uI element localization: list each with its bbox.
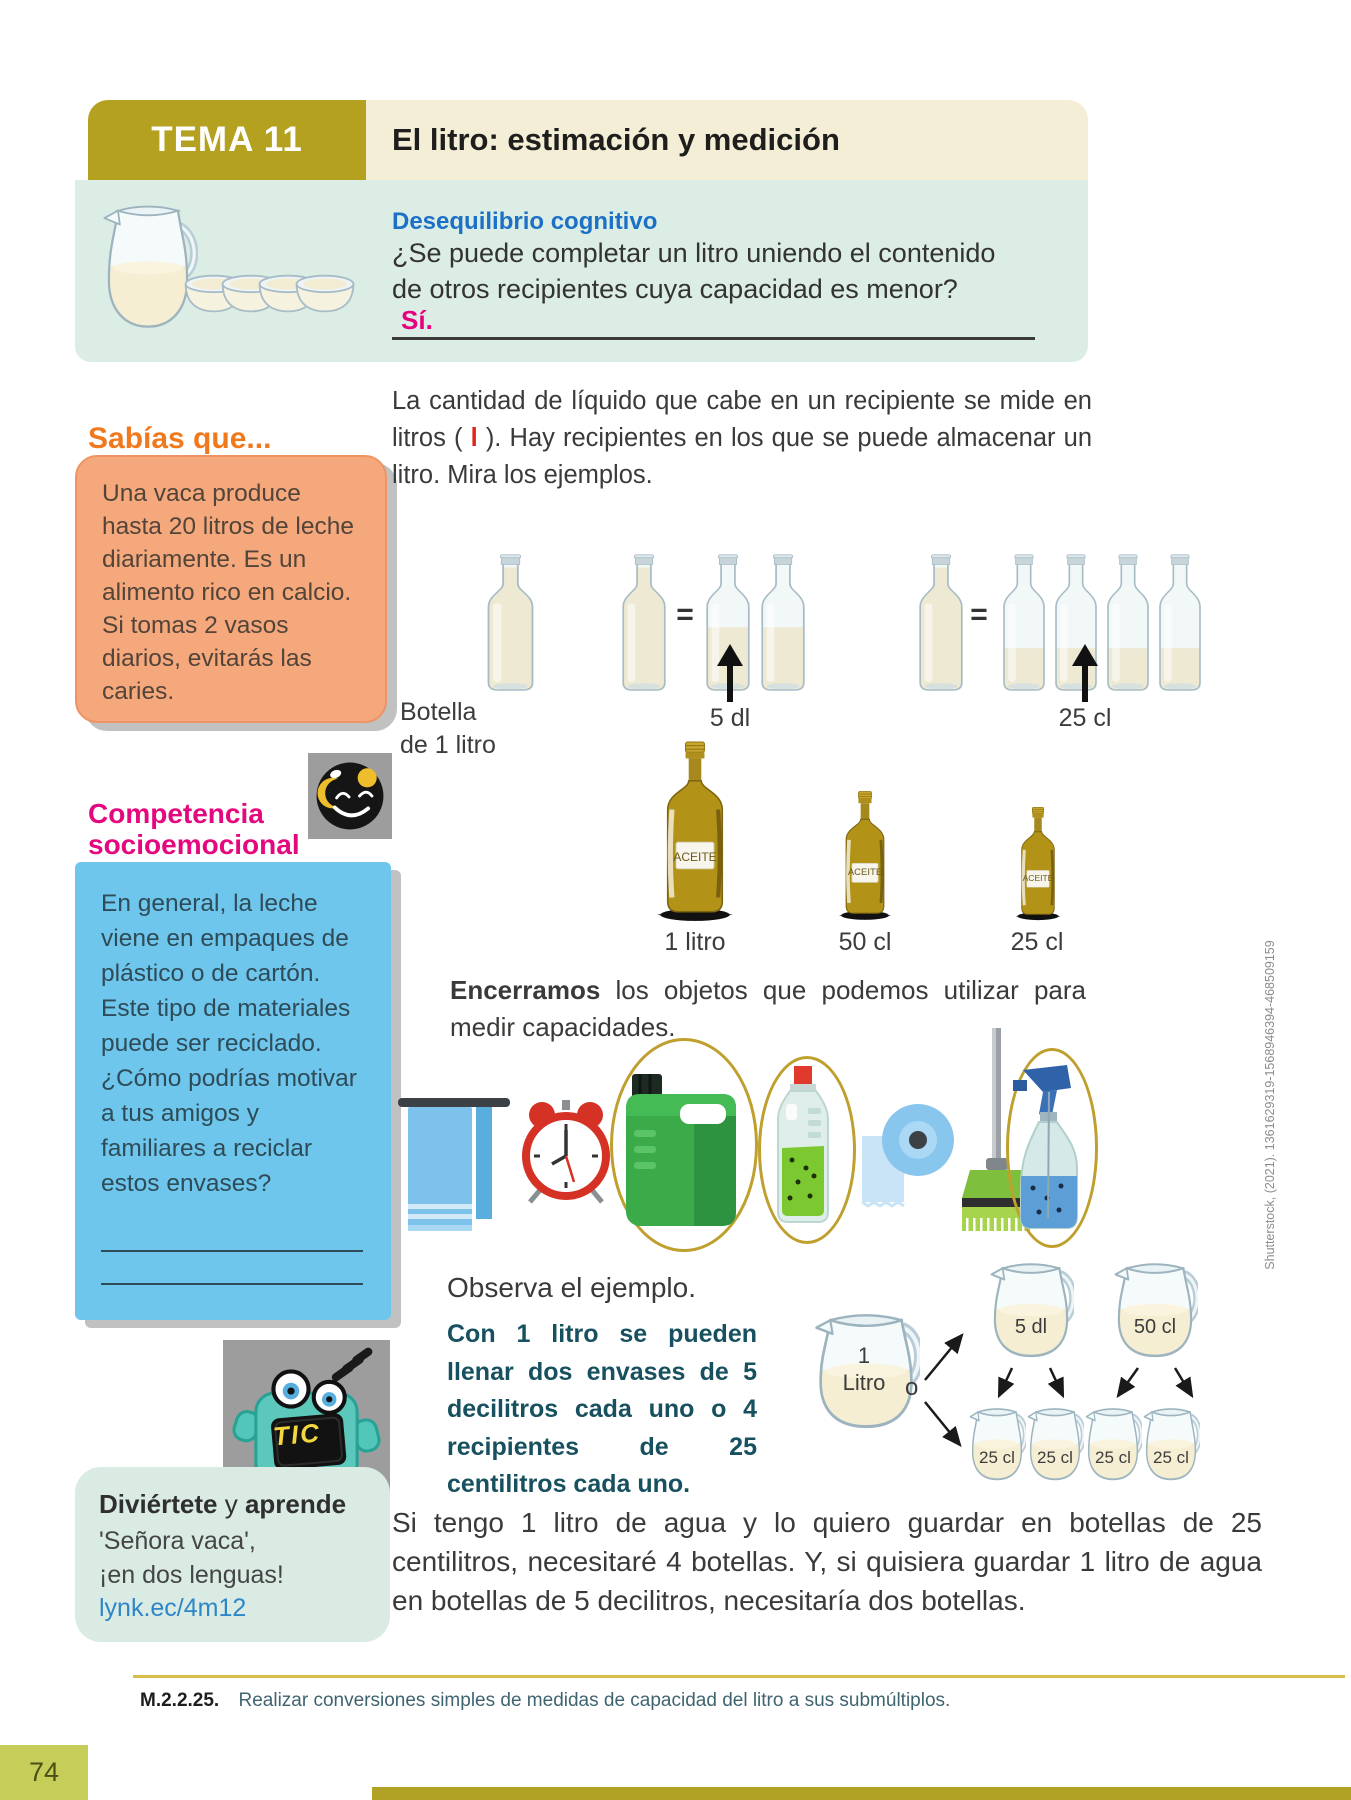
spray-bottle-icon xyxy=(1013,1058,1085,1234)
page-number: 74 xyxy=(28,1757,60,1787)
oil-bottle-1l-icon xyxy=(653,740,737,924)
milk-bottle-full-icon xyxy=(618,551,670,693)
bowl-icon xyxy=(293,272,357,316)
towel-icon xyxy=(398,1088,510,1243)
bottom-strip xyxy=(372,1787,1351,1800)
diviertete-box xyxy=(75,1467,390,1642)
oil-bottle-50cl-icon xyxy=(836,790,894,922)
bottle-caption-line1: Botella xyxy=(400,698,477,726)
aceite-label: ACEITE xyxy=(847,867,883,878)
milk-bottle-full-icon xyxy=(483,551,538,693)
answer-line xyxy=(392,337,1035,340)
jerrycan-icon xyxy=(624,1068,738,1230)
diviertete-bold2: aprende xyxy=(244,1489,347,1519)
p1-after: ). Hay recipientes en los que se puede almacenar un litro. Mira los ejemplos. xyxy=(392,424,1093,489)
encerramos-rest: los objetos que podemos utilizar para medir capacidades. xyxy=(450,975,1086,1042)
sabias-box xyxy=(75,455,387,723)
competencia-box xyxy=(75,862,391,1320)
jug-25cl-label: 25 cl xyxy=(1037,1448,1073,1467)
footer-text: Realizar conversiones simples de medidas de capacidad del litro a sus submúltiplos. xyxy=(238,1690,951,1711)
up-arrow-icon xyxy=(1072,644,1098,702)
aceite-label: ACEITE xyxy=(673,850,717,864)
cognitive-question-line2: de otros recipientes cuya capacidad es menor? xyxy=(392,274,958,304)
jug-25cl-label: 25 cl xyxy=(1095,1448,1131,1467)
footer-standard xyxy=(140,1690,950,1712)
sabias-text: Una vaca produce hasta 20 litros de leche diariamente. Es un alimento rico en calcio. Si tomas 2 vasos diarios, evitarás las caries. xyxy=(102,480,354,705)
oil-caption-1l: 1 litro xyxy=(664,928,726,956)
diviertete-line3: ¡en dos lenguas! xyxy=(99,1561,284,1589)
liter-symbol: l xyxy=(470,424,478,452)
jug-25cl-icon xyxy=(1142,1398,1200,1484)
label-5dl: 5 dl xyxy=(709,704,751,732)
jug-1l-label-line1: 1 xyxy=(857,1343,871,1368)
competencia-text: En general, la leche viene en empaques de plástico o de cartón. Este tipo de materiales puede ser reciclado. ¿Cómo podrías motivar a tus amigos y familiares a reciclar estos envases? xyxy=(101,890,357,1197)
jug-5dl-label: 5 dl xyxy=(1014,1316,1048,1338)
milk-bottle-full-icon xyxy=(915,551,967,693)
milk-bottle-quarter-icon xyxy=(1103,551,1153,693)
jug-50cl-label: 50 cl xyxy=(1133,1316,1177,1338)
competencia-heading xyxy=(88,798,300,860)
diviertete-link[interactable]: lynk.ec/4m12 xyxy=(99,1594,247,1622)
equals-sign: = xyxy=(676,598,694,631)
bottle-caption xyxy=(400,696,496,762)
oil-caption-25cl: 25 cl xyxy=(1010,928,1064,956)
equals-sign: = xyxy=(970,598,988,631)
intro-paragraph xyxy=(392,383,1092,494)
closing-paragraph: Si tengo 1 litro de agua y lo quiero guardar en botellas de 25 centilitros, necesitaré 4 botellas. Y, si quisiera guardar 1 litro de agua en botellas de 5 decilitros, necesitaría dos botellas. xyxy=(392,1507,1262,1616)
smiley-tile xyxy=(308,753,392,839)
example-paragraph: Con 1 litro se pueden llenar dos envases de 5 decilitros cada uno o 4 recipientes de 25 centilitros cada uno. xyxy=(447,1320,757,1498)
milk-bottle-quarter-icon xyxy=(999,551,1049,693)
jug-25cl-icon xyxy=(1026,1398,1084,1484)
tema-label: TEMA 11 xyxy=(151,120,303,159)
up-arrow-icon xyxy=(717,644,743,702)
bottle-caption-line2: de 1 litro xyxy=(400,731,496,759)
jug-25cl-label: 25 cl xyxy=(979,1448,1015,1467)
diviertete-connector: y xyxy=(217,1489,245,1519)
toilet-paper-icon xyxy=(856,1098,960,1210)
jug-1l-label-line2: Litro xyxy=(842,1370,886,1395)
diviertete-bold1: Diviértete xyxy=(99,1489,218,1519)
stock-attribution: Shutterstock, (2021). 1361629319-1568946394-468509159 xyxy=(1263,940,1277,1270)
oil-bottle-25cl-icon xyxy=(1013,806,1063,922)
cognitive-heading: Desequilibrio cognitivo xyxy=(392,208,658,235)
or-label: o xyxy=(905,1374,919,1401)
diviertete-heading xyxy=(99,1489,366,1520)
jug-25cl-icon xyxy=(1084,1398,1142,1484)
diviertete-line2: 'Señora vaca', xyxy=(99,1527,256,1555)
sabias-heading: Sabías que... xyxy=(88,422,272,455)
writing-line xyxy=(101,1283,363,1285)
label-25cl: 25 cl xyxy=(1058,704,1112,732)
encerramos-bold: Encerramos xyxy=(450,975,601,1005)
aceite-label: ACEITE xyxy=(1022,873,1054,883)
tic-screen-label: TIC xyxy=(271,1417,323,1452)
jug-50cl-icon xyxy=(1112,1250,1198,1362)
footer-rule xyxy=(133,1675,1345,1678)
tema-banner xyxy=(88,100,366,180)
observa-heading: Observa el ejemplo. xyxy=(447,1272,697,1303)
footer-code: M.2.2.25. xyxy=(140,1690,220,1711)
cognitive-answer: Sí. xyxy=(401,305,433,335)
title-banner xyxy=(366,100,1088,180)
detergent-bottle-icon xyxy=(774,1064,832,1228)
jug-25cl-icon xyxy=(968,1398,1026,1484)
p1-before: La cantidad de líquido que cabe en un recipiente se mide en litros ( xyxy=(392,387,1092,452)
smiley-icon xyxy=(308,753,392,839)
oil-caption-50cl: 50 cl xyxy=(838,928,892,956)
page-title: El litro: estimación y medición xyxy=(392,122,840,157)
jug-5dl-icon xyxy=(988,1250,1074,1362)
writing-line xyxy=(101,1250,363,1252)
alarm-clock-icon xyxy=(518,1098,614,1206)
competencia-heading-line2: socioemocional xyxy=(88,829,300,860)
jug-25cl-label: 25 cl xyxy=(1153,1448,1189,1467)
milk-bottle-quarter-icon xyxy=(1155,551,1205,693)
jug-1l-label xyxy=(812,1342,916,1396)
milk-bottle-half-icon xyxy=(757,551,809,693)
competencia-heading-line1: Competencia xyxy=(88,798,264,829)
cognitive-question-line1: ¿Se puede completar un litro uniendo el contenido xyxy=(392,238,996,268)
page-number-tab xyxy=(0,1745,88,1800)
